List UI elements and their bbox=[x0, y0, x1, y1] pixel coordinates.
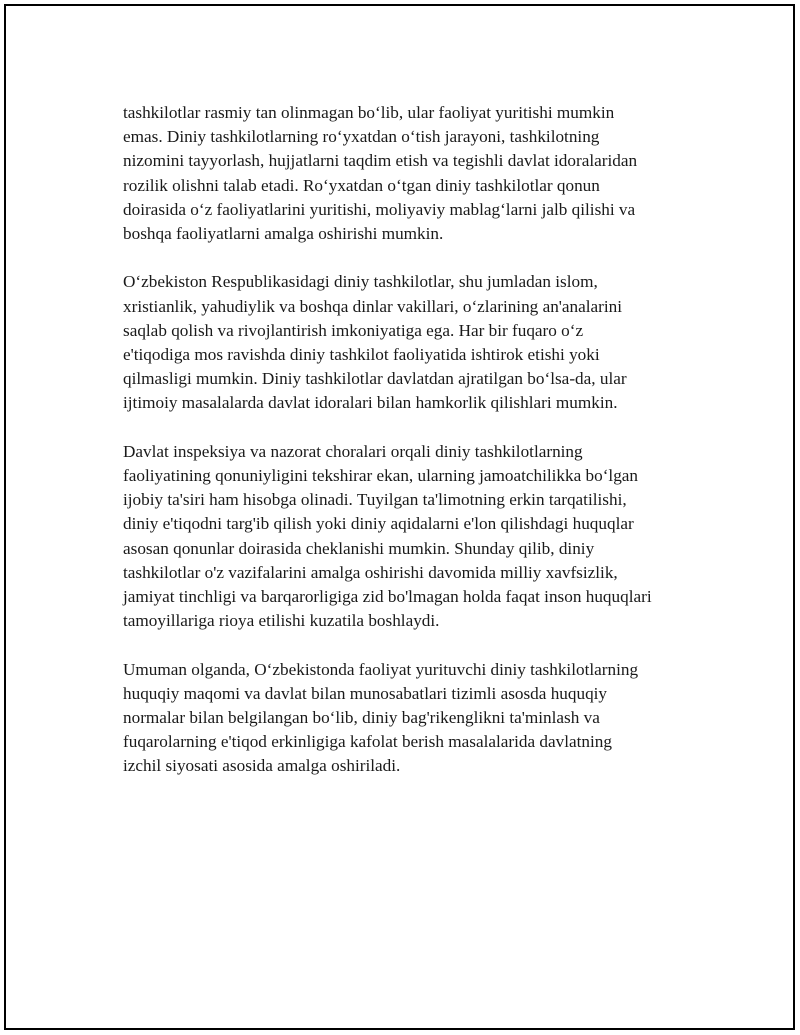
text-line: tashkilotlar o'z vazifalarini amalga oshirishi davomida milliy xavfsizlik, bbox=[123, 562, 618, 582]
text-line: faoliyatining qonuniyligini tekshirar ekan, ularning jamoatchilikka bo‘lgan bbox=[123, 466, 639, 486]
text-line: huquqiy maqomi va davlat bilan munosabatlari tizimli asosda huquqiy bbox=[123, 683, 608, 703]
text-line: qilmasligi mumkin. Diniy tashkilotlar davlatdan ajratilgan bo‘lsa-da, ular bbox=[123, 369, 627, 389]
text-line: fuqarolarning e'tiqod erkinligiga kafolat berish masalalarida davlatning bbox=[123, 732, 612, 752]
text-line: O‘zbekiston Respublikasidagi diniy tashkilotlar, shu jumladan islom, bbox=[123, 272, 598, 292]
paragraph-4 bbox=[123, 658, 713, 779]
paragraph-3 bbox=[123, 440, 713, 634]
text-line: rozilik olishni talab etadi. Ro‘yxatdan o‘tgan diniy tashkilotlar qonun bbox=[123, 175, 600, 195]
text-line: xristianlik, yahudiylik va boshqa dinlar vakillari, o‘zlarining an'analarini bbox=[123, 296, 623, 316]
page-frame bbox=[4, 4, 795, 1030]
text-line: ijobiy ta'siri ham hisobga olinadi. Tuyilgan ta'limotning erkin tarqatilishi, bbox=[123, 490, 627, 510]
text-line: doirasida o‘z faoliyatlarini yuritishi, moliyaviy mablag‘larni jalb qilishi va bbox=[123, 199, 636, 219]
text-line: asosan qonunlar doirasida cheklanishi mumkin. Shunday qilib, diniy bbox=[123, 538, 595, 558]
paragraph-1 bbox=[123, 101, 713, 246]
paragraph-2 bbox=[123, 270, 713, 415]
text-line: emas. Diniy tashkilotlarning ro‘yxatdan o‘tish jarayoni, tashkilotning bbox=[123, 127, 600, 147]
text-line: saqlab qolish va rivojlantirish imkoniyatiga ega. Har bir fuqaro o‘z bbox=[123, 320, 584, 340]
text-line: nizomini tayyorlash, hujjatlarni taqdim etish va tegishli davlat idoralaridan bbox=[123, 151, 638, 171]
text-line: jamiyat tinchligi va barqarorligiga zid bo'lmagan holda faqat inson huquqlari bbox=[123, 587, 652, 607]
text-line: tamoyillariga rioya etilishi kuzatila boshlaydi. bbox=[123, 611, 440, 631]
paragraph-spacer bbox=[123, 416, 713, 440]
document-body bbox=[123, 101, 713, 779]
paragraph-spacer bbox=[123, 633, 713, 657]
text-line: boshqa faoliyatlarni amalga oshirishi mumkin. bbox=[123, 224, 444, 244]
text-line: Davlat inspeksiya va nazorat choralari orqali diniy tashkilotlarning bbox=[123, 441, 583, 461]
text-line: tashkilotlar rasmiy tan olinmagan bo‘lib, ular faoliyat yuritishi mumkin bbox=[123, 103, 615, 122]
text-line: diniy e'tiqodni targ'ib qilish yoki diniy aqidalarni e'lon qilishdagi huquqlar bbox=[123, 514, 634, 534]
text-line: Umuman olganda, O‘zbekistonda faoliyat yurituvchi diniy tashkilotlarning bbox=[123, 659, 639, 679]
text-line: e'tiqodiga mos ravishda diniy tashkilot faoliyatida ishtirok etishi yoki bbox=[123, 345, 600, 365]
text-line: normalar bilan belgilangan bo‘lib, diniy bag'rikenglikni ta'minlash va bbox=[123, 708, 600, 728]
text-line: ijtimoiy masalalarda davlat idoralari bilan hamkorlik qilishlari mumkin. bbox=[123, 393, 618, 413]
text-line: izchil siyosati asosida amalga oshiriladi. bbox=[123, 756, 401, 776]
paragraph-spacer bbox=[123, 246, 713, 270]
